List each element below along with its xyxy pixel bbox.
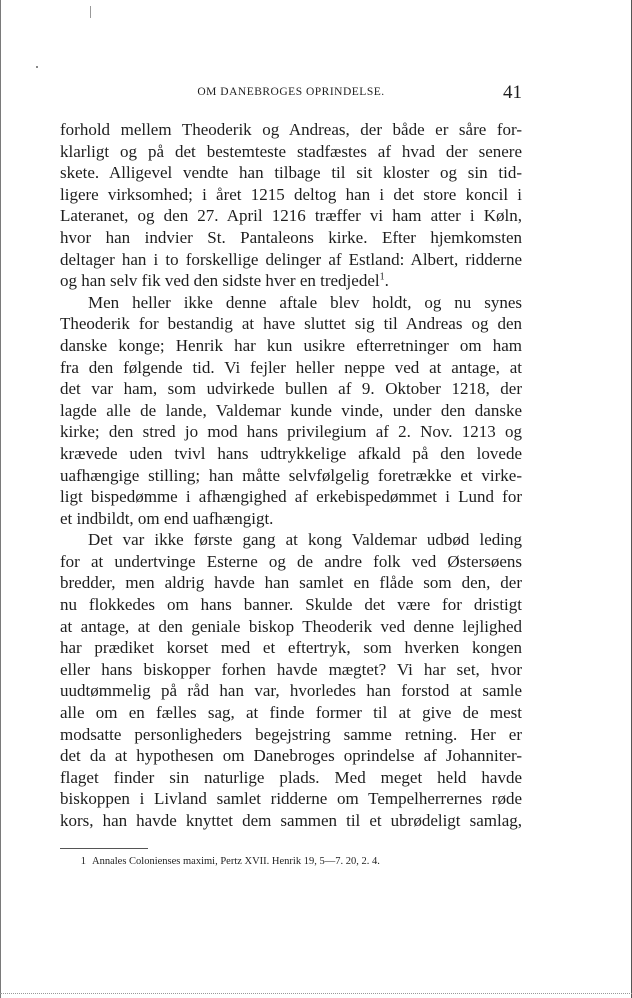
text-line: uudtømmelig på råd han var, hvorledes han forstod at samle (60, 681, 522, 701)
text-line: lagde alle de lande, Valdemar kunde vinde, under den danske (60, 400, 522, 420)
text-line: eller hans biskopper forhen havde mægtet? Vi har set, hvor (60, 659, 522, 679)
text-line: alle om en fælles sag, at finde former til at give de mest (60, 703, 522, 723)
scan-speck (36, 66, 38, 68)
paragraph-start-line: Men heller ikke denne aftale blev holdt, og nu synes (88, 292, 522, 312)
text-line: klarligt og på det bestemteste stadfæstes af hvad der senere (60, 141, 522, 161)
text-line: kirke; den stred jo mod hans privilegium af 2. Nov. 1213 og (60, 422, 522, 442)
text-line: hvor han indvier St. Pantaleons kirke. Efter hjemkomsten (60, 227, 522, 247)
scan-bottom-edge (0, 993, 632, 994)
page-number: 41 (503, 82, 522, 103)
text-line-with-footnote (60, 270, 522, 292)
text-line: Lateranet, og den 27. April 1216 træffer vi ham atter i Køln, (60, 206, 522, 226)
footnote (60, 856, 522, 867)
text-line: at antage, at den geniale biskop Theoderik ved denne lejlighed (60, 616, 522, 636)
text-line: modsatte personligheders begejstring samme retning. Her er (60, 724, 522, 744)
text-line: har prædiket korset med et eftertryk, som hverken kongen (60, 638, 522, 658)
text-line: nu flokkedes om hans banner. Skulde det være for dristigt (60, 595, 522, 615)
text-line: kors, han havde knyttet dem sammen til et ubrødeligt samlag, (60, 811, 522, 830)
footnote-reference: 1 (379, 271, 385, 283)
text-line: ligere virksomhed; i året 1215 deltog han i det store koncil i (60, 184, 522, 204)
text-line: bredder, men aldrig havde han samlet en flåde som den, der (60, 573, 522, 593)
text-line: flaget finder sin naturlige plads. Med meget held havde (60, 767, 522, 787)
text-line: krævede uden tvivl hans udtrykkelige afkald på den lovede (60, 443, 522, 463)
footnote-text: Annales Colonienses maximi, Pertz XVII. Henrik 19, 5—7. 20, 2. 4. (92, 856, 380, 867)
body-text (60, 119, 522, 832)
footnote-divider (60, 848, 148, 849)
text-line: danske konge; Henrik har kun usikre efterretninger om ham (60, 335, 522, 355)
text-line: Theoderik for bestandig at have sluttet sig til Andreas og den (60, 314, 522, 334)
sentence-end: . (384, 271, 389, 291)
text-line: fra den følgende tid. Vi fejler heller neppe ved at antage, at (60, 357, 522, 377)
text-line: et indbildt, om end uafhængigt. (60, 508, 274, 528)
scan-speck (90, 6, 91, 18)
text-line: ligt bispedømme i afhængighed af erkebispedømmet i Lund for (60, 487, 522, 507)
text-line: det var ham, som udvirkede bullen af 9. Oktober 1218, der (60, 379, 522, 399)
footnote-marker: 1 (80, 856, 86, 867)
text-line: forhold mellem Theoderik og Andreas, der både er såre for- (60, 120, 522, 139)
text-line: for at undertvinge Esterne og de andre folk ved Østersøens (60, 551, 522, 571)
running-title: OM DANEBROGES OPRINDELSE. (197, 86, 385, 98)
scan-left-edge (0, 0, 1, 998)
text-line: biskoppen i Livland samlet ridderne om Tempelherrernes røde (60, 789, 522, 809)
text-line: skete. Alligevel vendte han tilbage til sit kloster og sin tid- (60, 163, 522, 183)
text-line-content: og han selv fik ved den sidste hver en tredjedel (60, 271, 380, 291)
paragraph-start-line: Det var ikke første gang at kong Valdemar udbød leding (88, 530, 522, 550)
text-line: uafhængige stilling; han måtte selvfølgelig foretrække et virke- (60, 465, 522, 485)
text-line: deltager han i to forskellige delinger af Estland: Albert, ridderne (60, 249, 522, 269)
text-line: det da at hypothesen om Danebroges oprindelse af Johanniter- (60, 746, 522, 766)
running-header (60, 84, 522, 104)
